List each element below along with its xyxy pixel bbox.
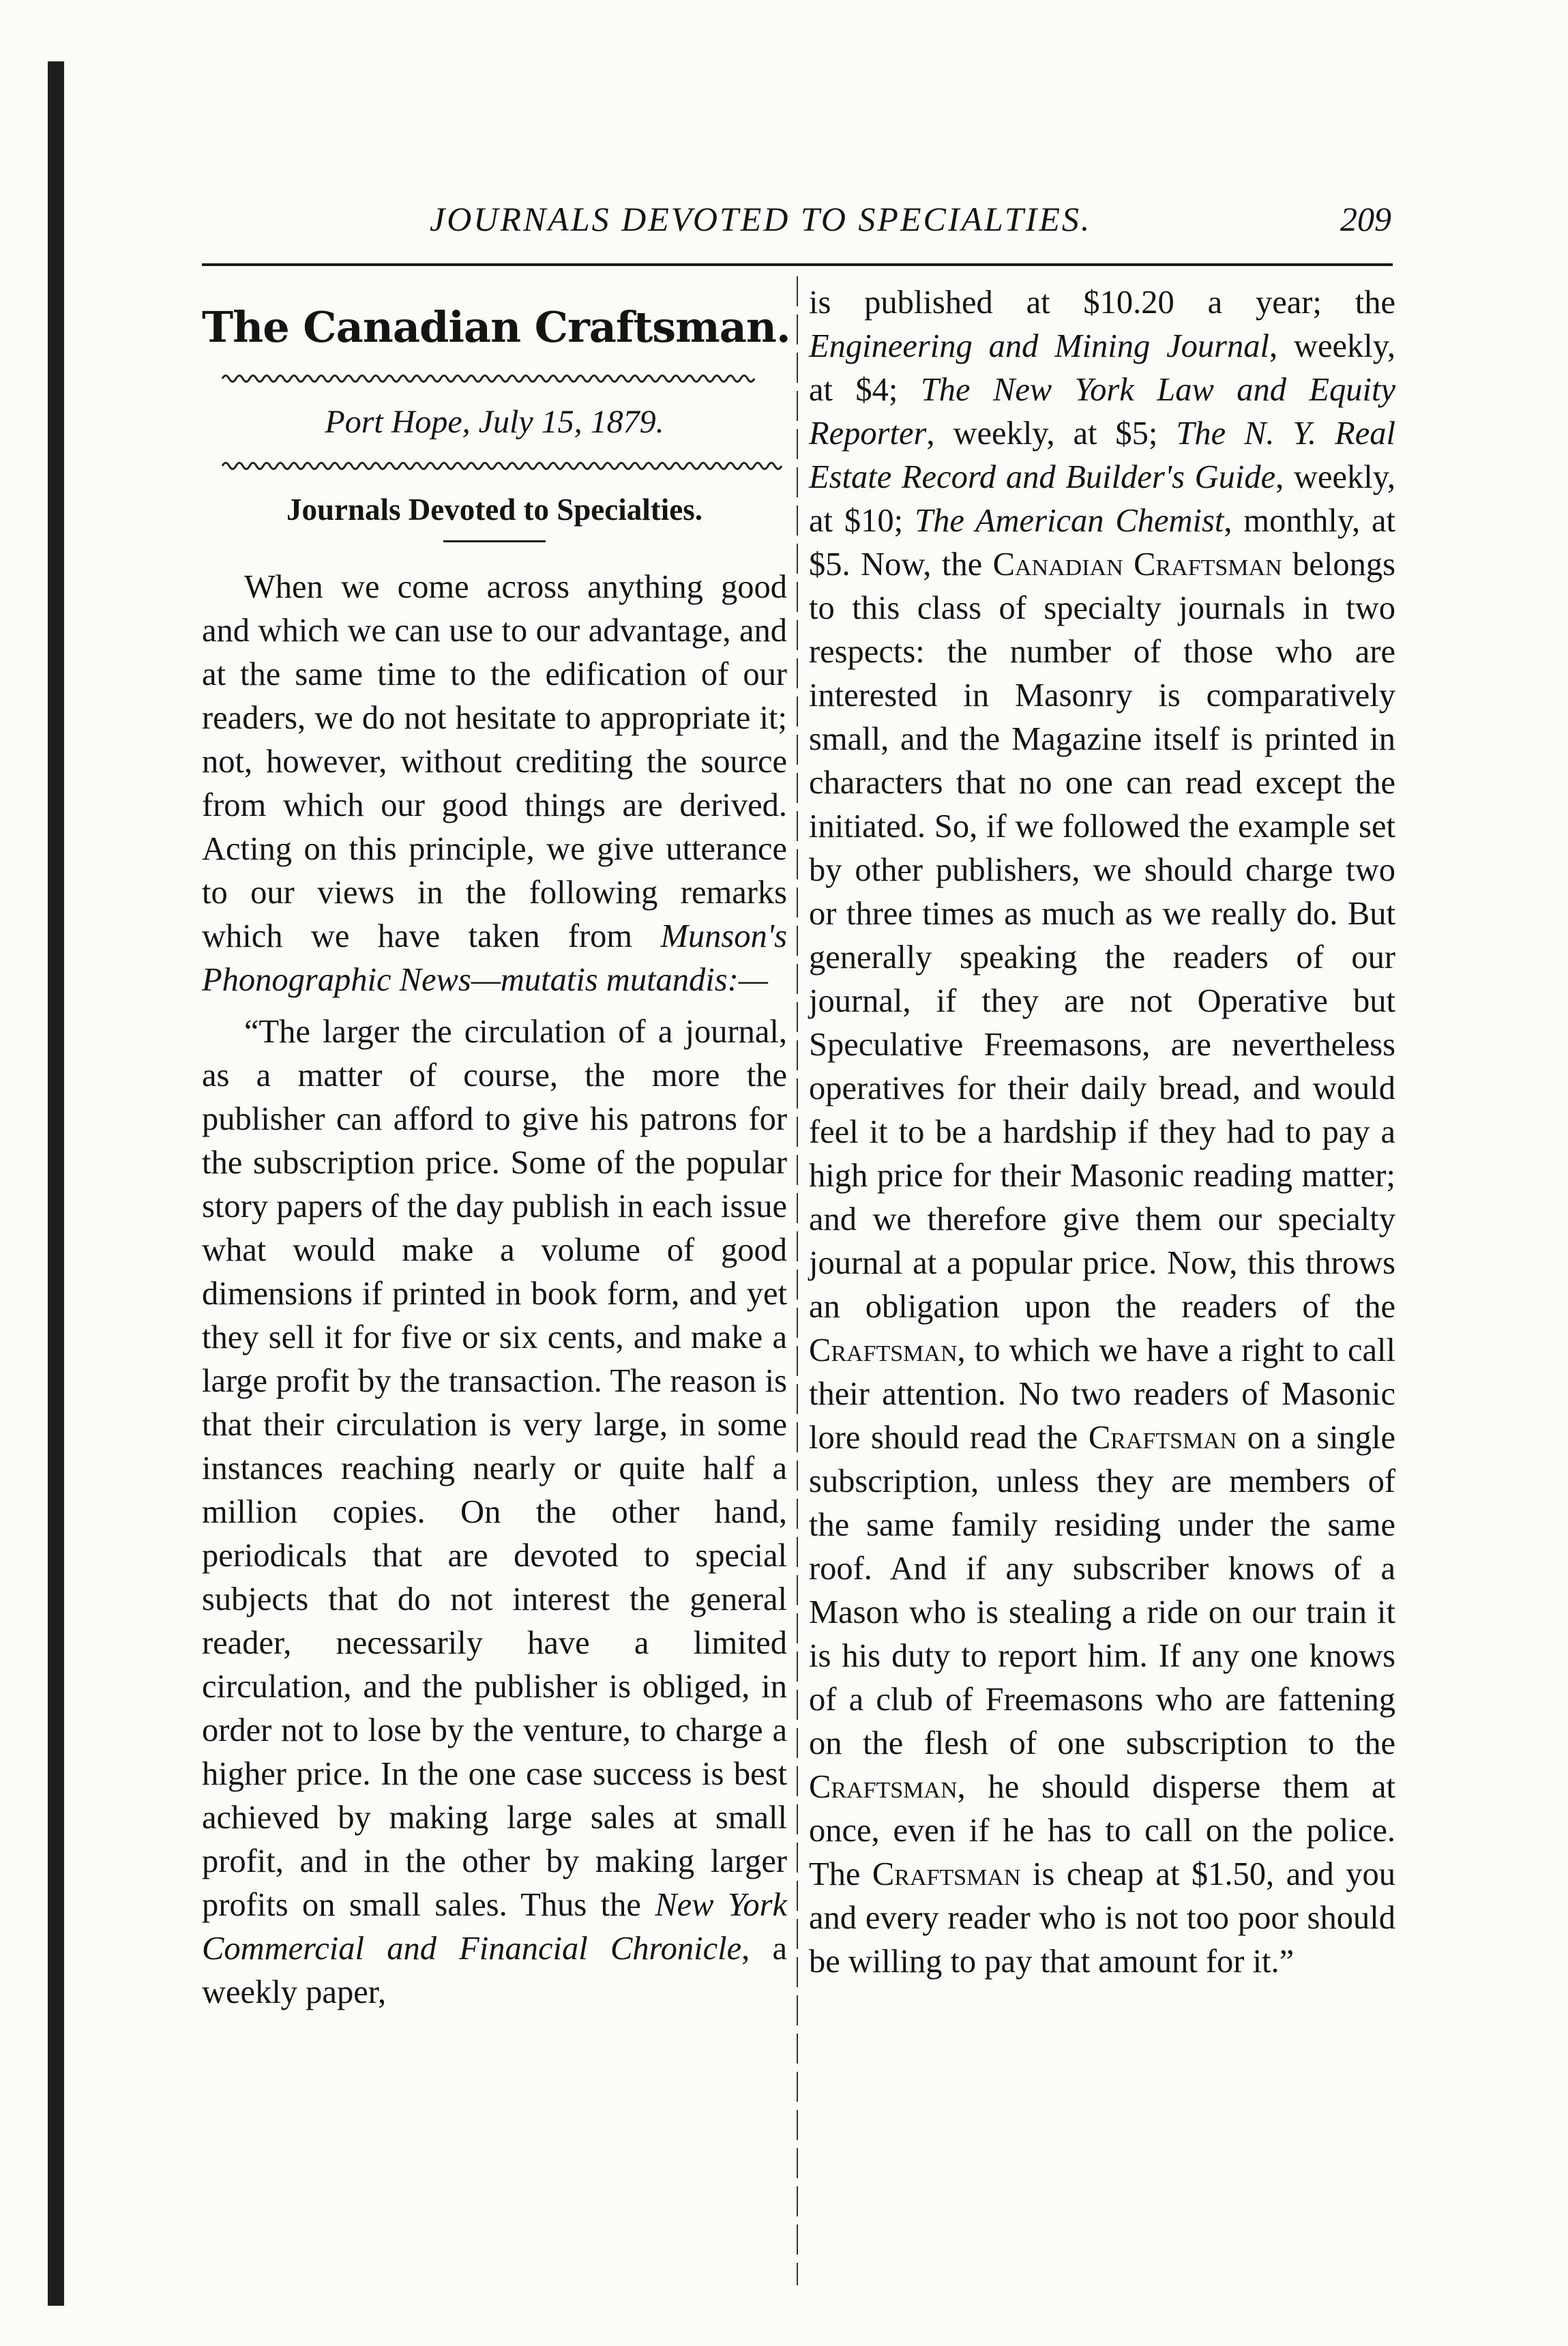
dateline: Port Hope, July 15, 1879. [325,404,664,440]
page-binding-edge [48,61,64,2306]
intro-text: When we come across anything good and which we can use to our advantage, and at the same time to the edification of our readers, we do not hesitate to appropriate it; not, however, without crediting the source from which our good things are derived. Acting on this principle, we give utterance to our views in the following remarks which we have taken from [202,569,787,954]
column-divider [797,276,798,2285]
headline-rule [443,540,546,542]
body-text: is cheap at $1.50, and you and every reader who is not too poor should be willing to pay that amount for it.” [809,1856,1395,1980]
wavy-rule-top [202,368,787,389]
craftsman-name: Craftsman [872,1856,1021,1892]
article-paragraph-continued [809,281,1395,1984]
craftsman-name: Canadian Craftsman [992,546,1282,583]
body-text: belongs to this class of specialty journals in two respects: the number of those who are interested in Masonry is comparatively small, and the Magazine itself is printed in characters that no one can read except the initiated. So, if we followed the example set by other publishers, we should charge two or three times as much as we really do. But generally speaking the readers of our journal, if they are not Operative but Speculative Freemasons, are nevertheless operatives for their daily bread, and would feel it to be a hardship if they had to pay a high price for their Masonic reading matter; and we therefore give them our specialty journal at a popular price. Now, this throws an obligation upon the readers of the [809,546,1395,1325]
journal-title-italic: The New York Law and Equity Reporter [809,372,1395,452]
quote-text: “The larger the circulation of a journal, as a matter of course, the more the publisher can afford to give his patrons for the subscription price. Some of the popular story papers of the day publish in each issue what would make a volume of good dimensions if printed in book form, and yet they sell it for five or six cents, and make a large profit by the transaction. The reason is that their circulation is very large, in some instances reaching nearly or quite half a million copies. On the other hand, periodicals that are devoted to special subjects that do not interest the general reader, necessarily have a limited circulation, and the publisher is obliged, in order not to lose by the venture, to charge a higher price. In the one case success is best achieved by making large sales at small profit, and in the other by making larger profits on small sales. Thus the [202,1014,787,1923]
article-paragraph-intro [202,566,787,1002]
body-text: , he should disperse them at once, even if he has to call on the police. The [809,1769,1395,1892]
source-citation: Munson's Phonographic News—mutatis mutandis:— [202,918,787,998]
running-head [205,199,1391,254]
body-text: , to which we have a right to call their attention. No two readers of Masonic lore should read the [809,1332,1395,1456]
wavy-rule-bottom [202,456,787,476]
running-head-title: JOURNALS DEVOTED TO SPECIALTIES. [430,200,1092,238]
body-text: on a single subscription, unless they are members of the same family residing under the same roof. And if any subscriber knows of a Mason who is stealing a ride on our train it is his duty to report him. If any one knows of a club of Freemasons who are fattening on the flesh of one subscription to the [809,1420,1395,1761]
body-text: is published at $10.20 a year; the [809,284,1395,321]
craftsman-name: Craftsman [809,1332,958,1368]
journal-title-italic: Engineering and Mining Journal [809,328,1269,364]
journal-title-italic: New York Commercial and Financial Chronicle [202,1887,787,1967]
journal-title-italic: The N. Y. Real Estate Record and Builder's Guide [809,415,1395,495]
article-paragraph-quote [202,1010,787,2014]
header-rule [202,263,1393,266]
craftsman-name: Craftsman [809,1769,958,1805]
body-text: , monthly, at $5. Now, the [809,503,1395,583]
masthead: The Canadian Craftsman. [202,302,790,352]
left-column [202,281,790,2014]
right-column [809,281,1395,1984]
body-text: , weekly, at $5; [926,415,1177,452]
page-number: 209 [1340,200,1391,238]
body-text: , weekly, at $4; [809,328,1395,408]
body-text: , weekly, at $10; [809,459,1395,539]
article-headline: Journals Devoted to Specialties. [286,493,702,527]
quote-text-end: , a weekly paper, [202,1931,787,2010]
journal-title-italic: The American Chemist [915,503,1224,539]
craftsman-name: Craftsman [1088,1420,1237,1456]
